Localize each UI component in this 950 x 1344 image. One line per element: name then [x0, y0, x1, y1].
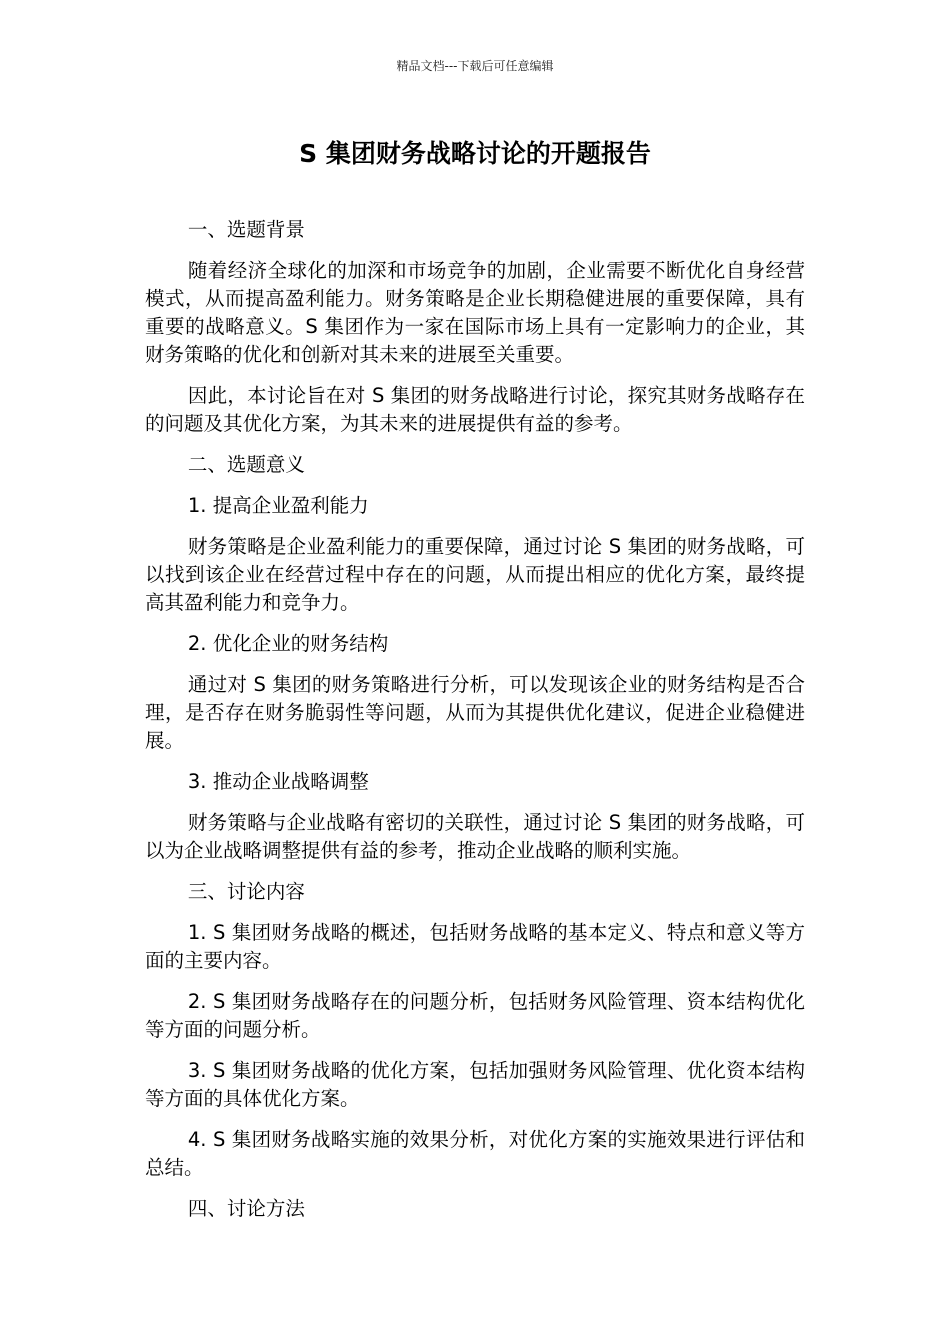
subheading-profitability: 1. 提高企业盈利能力: [187, 494, 369, 517]
document-title: S 集团财务战略讨论的开题报告: [299, 139, 651, 168]
page-header: 精品文档---下载后可任意编辑: [396, 59, 554, 73]
section-heading-significance: 二、选题意义: [187, 453, 305, 476]
document-body: [145, 216, 805, 1223]
section-heading-background: 一、选题背景: [187, 218, 305, 241]
content-item-3: 3. S 集团财务战略的优化方案，包括加强财务风险管理、优化资本结构等方面的具体优化方案。: [145, 1059, 805, 1110]
profitability-paragraph: 财务策略是企业盈利能力的重要保障，通过讨论 S 集团的财务战略，可以找到该企业在经营过程中存在的问题，从而提出相应的优化方案，最终提高其盈利能力和竞争力。: [145, 535, 805, 614]
background-paragraph-2: 因此，本讨论旨在对 S 集团的财务战略进行讨论，探究其财务战略存在的问题及其优化方案，为其未来的进展提供有益的参考。: [145, 384, 805, 435]
background-paragraph-1: 随着经济全球化的加深和市场竞争的加剧，企业需要不断优化自身经营模式，从而提高盈利能力。财务策略是企业长期稳健进展的重要保障，具有重要的战略意义。S 集团作为一家在国际市场上具有一定影响力的企业，其财务策略的优化和创新对其未来的进展至关重要。: [145, 259, 805, 366]
financial-structure-paragraph: 通过对 S 集团的财务策略进行分析，可以发现该企业的财务结构是否合理，是否存在财务脆弱性等问题，从而为其提供优化建议，促进企业稳健进展。: [145, 673, 805, 752]
content-item-4: 4. S 集团财务战略实施的效果分析，对优化方案的实施效果进行评估和总结。: [145, 1128, 805, 1179]
subheading-financial-structure: 2. 优化企业的财务结构: [187, 632, 389, 655]
strategy-adjustment-paragraph: 财务策略与企业战略有密切的关联性，通过讨论 S 集团的财务战略，可以为企业战略调整提供有益的参考，推动企业战略的顺利实施。: [145, 811, 805, 862]
content-item-1: 1. S 集团财务战略的概述，包括财务战略的基本定义、特点和意义等方面的主要内容。: [145, 921, 805, 972]
section-heading-content: 三、讨论内容: [187, 880, 305, 903]
section-heading-method: 四、讨论方法: [187, 1197, 305, 1220]
content-item-2: 2. S 集团财务战略存在的问题分析，包括财务风险管理、资本结构优化等方面的问题分析。: [145, 990, 805, 1041]
subheading-strategy-adjustment: 3. 推动企业战略调整: [187, 770, 369, 793]
